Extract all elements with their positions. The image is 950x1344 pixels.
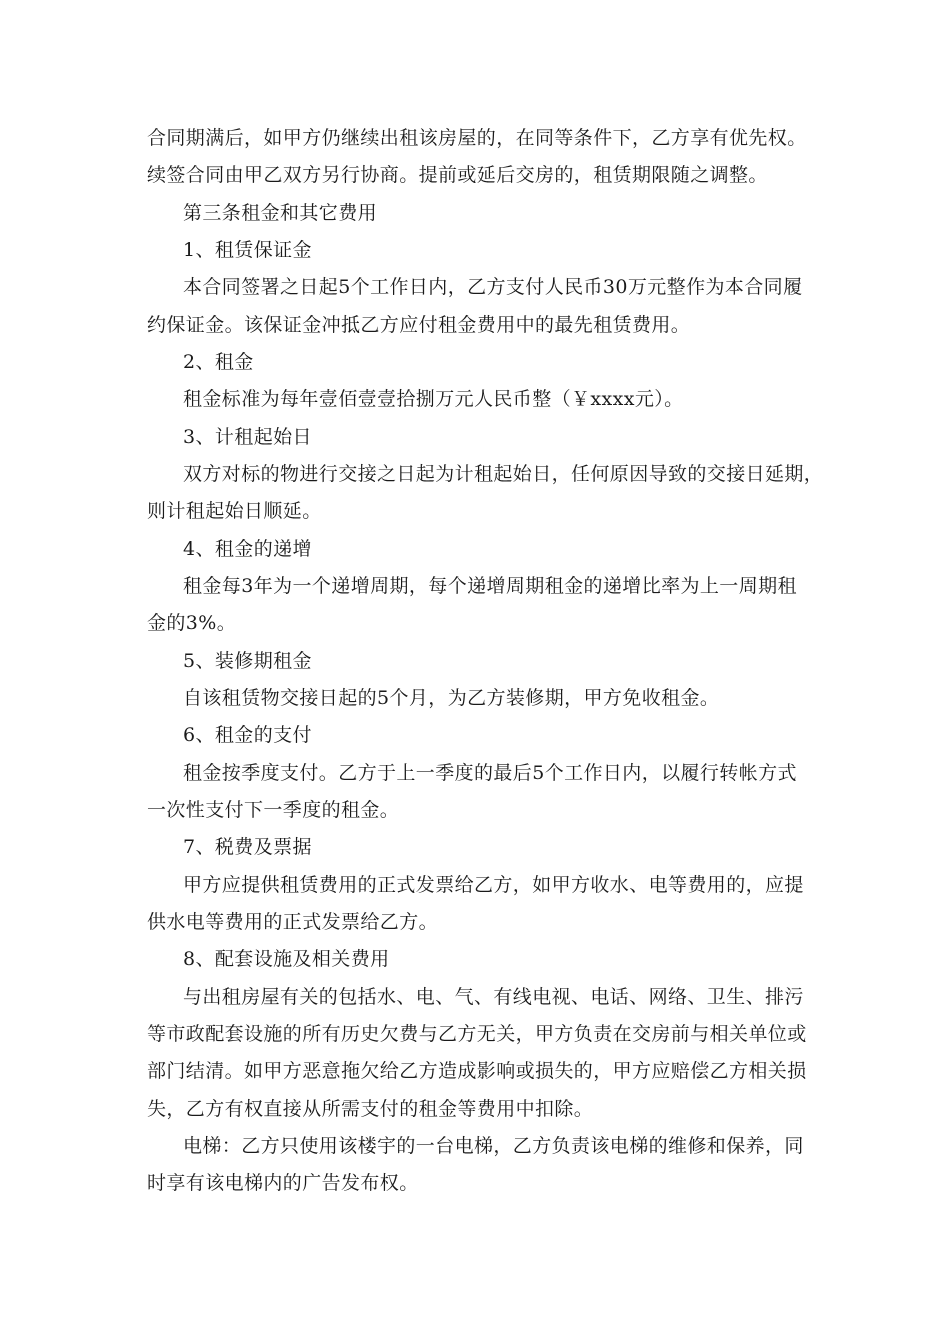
text-line: 租金每3年为一个递增周期，每个递增周期租金的递增比率为上一周期租 <box>183 575 797 597</box>
text-line: 与出租房屋有关的包括水、电、气、有线电视、电话、网络、卫生、排污 <box>183 986 804 1008</box>
text-line: 则计租起始日顺延。 <box>147 500 322 522</box>
text-line: 本合同签署之日起5个工作日内，乙方支付人民币30万元整作为本合同履 <box>183 276 803 298</box>
text-line: 一次性支付下一季度的租金。 <box>147 799 400 821</box>
text-line: 双方对标的物进行交接之日起为计租起始日，任何原因导致的交接日延期， <box>183 463 824 485</box>
text-line: 失，乙方有权直接从所需支付的租金等费用中扣除。 <box>147 1098 594 1120</box>
clause-heading: 8、配套设施及相关费用 <box>183 948 390 970</box>
text-line: 时享有该电梯内的广告发布权。 <box>147 1172 419 1194</box>
text-line: 等市政配套设施的所有历史欠费与乙方无关，甲方负责在交房前与相关单位或 <box>147 1023 807 1045</box>
clause-heading: 4、租金的递增 <box>183 538 312 560</box>
clause-heading: 2、租金 <box>183 351 254 373</box>
text-line: 自该租赁物交接日起的5个月，为乙方装修期，甲方免收租金。 <box>183 687 720 709</box>
text-line: 租金按季度支付。乙方于上一季度的最后5个工作日内，以履行转帐方式 <box>183 762 797 784</box>
clause-heading: 1、租赁保证金 <box>183 239 312 261</box>
text-line: 甲方应提供租赁费用的正式发票给乙方，如甲方收水、电等费用的，应提 <box>183 874 804 896</box>
clause-heading: 3、计租起始日 <box>183 426 312 448</box>
clause-heading: 6、租金的支付 <box>183 724 312 746</box>
text-line: 续签合同由甲乙双方另行协商。提前或延后交房的，租赁期限随之调整。 <box>147 164 768 186</box>
clause-heading: 7、税费及票据 <box>183 836 312 858</box>
text-line: 租金标准为每年壹佰壹壹拾捌万元人民币整（￥xxxx元）。 <box>183 388 684 410</box>
text-line: 约保证金。该保证金冲抵乙方应付租金费用中的最先租赁费用。 <box>147 314 691 336</box>
text-line: 合同期满后，如甲方仍继续出租该房屋的，在同等条件下，乙方享有优先权。 <box>147 127 807 149</box>
text-line: 金的3%。 <box>147 612 237 634</box>
section-heading: 第三条租金和其它费用 <box>183 202 378 224</box>
text-line: 供水电等费用的正式发票给乙方。 <box>147 911 439 933</box>
text-line: 部门结清。如甲方恶意拖欠给乙方造成影响或损失的，甲方应赔偿乙方相关损 <box>147 1060 807 1082</box>
clause-heading: 5、装修期租金 <box>183 650 312 672</box>
text-line: 电梯：乙方只使用该楼宇的一台电梯，乙方负责该电梯的维修和保养，同 <box>183 1135 804 1157</box>
